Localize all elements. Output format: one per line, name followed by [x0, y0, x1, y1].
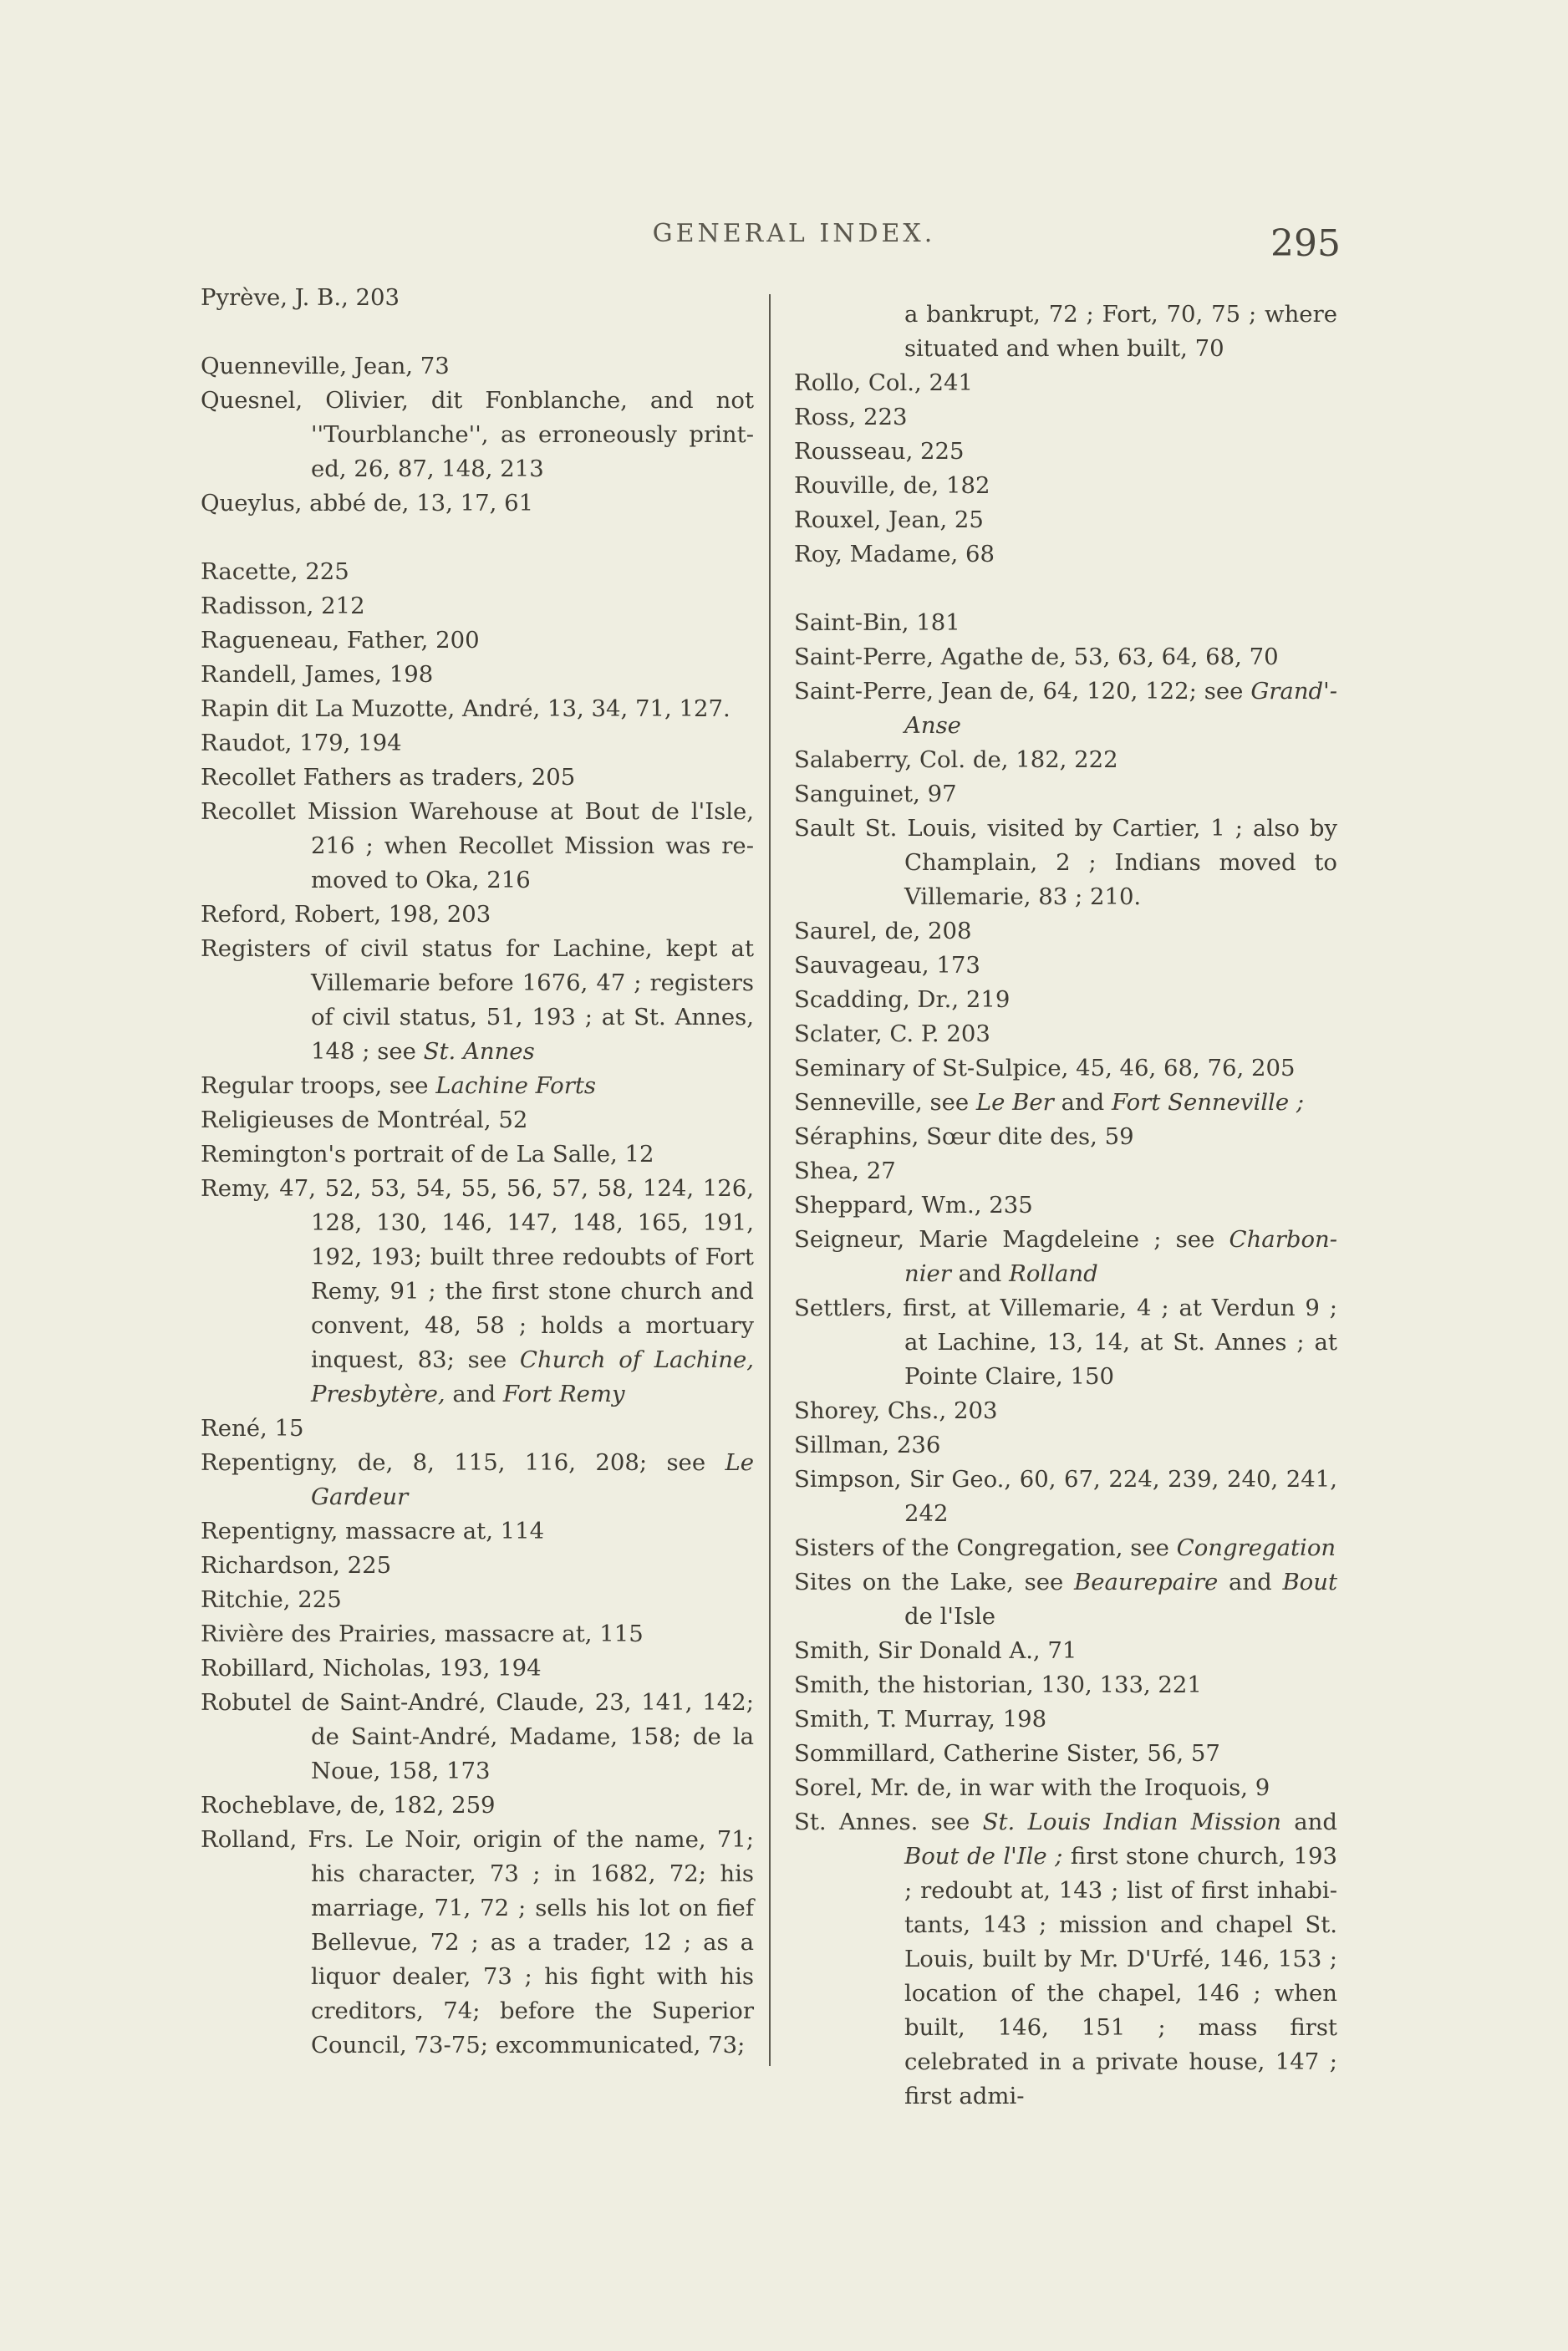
entry-text: Simpson, Sir Geo., 60, 67, 224, 239, 240, 241, 242: [794, 1466, 1337, 1527]
entry-text: Saint-Perre, Jean de, 64, 120, 122; see: [794, 678, 1244, 705]
entry-text: Sorel, Mr. de, in war with the Iroquois, 9: [794, 1774, 1270, 1801]
entry-text: Quesnel, Olivier, dit Fonblanche, and not ''Tourblanche'', as erroneously print- ed, 26, 87, 148, 213: [201, 387, 754, 482]
index-entry: [201, 281, 754, 315]
index-entry: [794, 1531, 1337, 1565]
index-entry: [794, 606, 1337, 640]
index-entry: [201, 384, 754, 486]
column-divider: [769, 294, 771, 2066]
index-entry: [201, 932, 754, 1069]
entry-text: Settlers, first, at Villemarie, 4 ; at Verdun 9 ; at Lachine, 13, 14, at St. Annes ; at Pointe Claire, 150: [794, 1295, 1337, 1390]
entry-text: St. Annes. see: [794, 1809, 970, 1835]
index-entry: [201, 1686, 754, 1789]
entry-text: Sanguinet, 97: [794, 781, 957, 807]
entry-text: first stone church, 193 ; redoubt at, 143 ; list of first inhabi- tants, 143 ; mission and chapel St. Louis, built by Mr. D'Urfé, 146, 153 ; location of the chapel, 146 ; when built, 146, 151 ; mass first celebrated in a private house, 147 ; first admi-: [904, 1843, 1337, 2109]
entry-text: Roy, Madame, 68: [794, 541, 995, 567]
index-entry: [794, 503, 1337, 537]
entry-text: Rolland, Frs. Le Noir, origin of the name, 71; his character, 73 ; in 1682, 72; his marriage, 71, 72 ; sells his lot on fief Bellevue, 72 ; as a trader, 12 ; as a liquor dealer, 73 ; his fight with his creditors, 74; before the Superior Council, 73-75; excommunicated, 73;: [201, 1826, 754, 2058]
index-entry: [201, 1446, 754, 1514]
entry-text: Rollo, Col., 241: [794, 369, 973, 396]
index-entry: [201, 555, 754, 589]
entry-text: Salaberry, Col. de, 182, 222: [794, 746, 1118, 773]
index-entry: [201, 1137, 754, 1172]
index-entry: [201, 1172, 754, 1412]
cross-reference: Church of Lachine, Presbytère,: [311, 1346, 754, 1407]
entry-text: Recollet Mission Warehouse at Bout de l'Isle, 216 ; when Recollet Mission was re- moved to Oka, 216: [201, 798, 754, 893]
cross-reference: Bout de l'Ile ;: [904, 1843, 1063, 1870]
index-entry: [794, 1805, 1337, 2114]
index-entry: [794, 366, 1337, 400]
entry-text: Reford, Robert, 198, 203: [201, 901, 491, 928]
entry-text: Rouxel, Jean, 25: [794, 506, 984, 533]
entry-text: Randell, James, 198: [201, 661, 434, 688]
entry-text: de l'Isle: [904, 1603, 996, 1630]
entry-text: Scadding, Dr., 219: [794, 986, 1011, 1013]
index-entry: [794, 1428, 1337, 1463]
entry-text: Senneville, see: [794, 1089, 970, 1116]
index-column-left: [201, 281, 754, 2063]
entry-text: Rouville, de, 182: [794, 472, 990, 499]
cross-reference: Lachine Forts: [435, 1072, 597, 1099]
entry-text: Remington's portrait of de La Salle, 12: [201, 1141, 654, 1168]
index-entry: [794, 1051, 1337, 1086]
entry-text: Radisson, 212: [201, 593, 365, 619]
entry-text: Quenneville, Jean, 73: [201, 353, 450, 379]
entry-text: Religieuses de Montréal, 52: [201, 1107, 528, 1133]
entry-text: Sommillard, Catherine Sister, 56, 57: [794, 1740, 1220, 1767]
entry-text: René, 15: [201, 1415, 304, 1442]
entry-text: Smith, T. Murray, 198: [794, 1706, 1047, 1733]
entry-text: Saurel, de, 208: [794, 918, 972, 944]
index-entry: [201, 898, 754, 932]
entry-text: Shorey, Chs., 203: [794, 1397, 998, 1424]
entry-text: Sault St. Louis, visited by Cartier, 1 ; also by Champlain, 2 ; Indians moved to Villemarie, 83 ; 210.: [794, 815, 1337, 910]
index-entry: [201, 761, 754, 795]
cross-reference: St. Louis Indian Mission: [982, 1809, 1281, 1835]
index-entry: [794, 1668, 1337, 1702]
index-entry: [794, 1634, 1337, 1668]
index-entry: [794, 812, 1337, 914]
entry-text: Sites on the Lake, see: [794, 1569, 1064, 1595]
cross-reference: St. Annes: [423, 1038, 535, 1065]
index-entry: [794, 1086, 1337, 1120]
running-header: GENERAL INDEX.: [652, 219, 936, 248]
entry-text: Sisters of the Congregation, see: [794, 1534, 1169, 1561]
index-entry: [201, 1412, 754, 1446]
cross-reference: Charbon- nier: [904, 1226, 1338, 1287]
index-entry: [201, 658, 754, 692]
entry-text: Rivière des Prairies, massacre at, 115: [201, 1621, 644, 1647]
entry-text: Rocheblave, de, 182, 259: [201, 1792, 496, 1819]
index-entry: [201, 1549, 754, 1583]
entry-text: Rapin dit La Muzotte, André, 13, 34, 71, 127.: [201, 695, 731, 722]
entry-text: Smith, Sir Donald A., 71: [794, 1637, 1077, 1664]
index-entry: [794, 1463, 1337, 1531]
index-entry: [201, 349, 754, 384]
index-entry: [794, 949, 1337, 983]
entry-text: Smith, the historian, 130, 133, 221: [794, 1672, 1202, 1698]
cross-reference: Congregation: [1176, 1534, 1336, 1561]
index-entry: [201, 1651, 754, 1686]
entry-text: Richardson, 225: [201, 1552, 392, 1579]
entry-text: Ritchie, 225: [201, 1586, 342, 1613]
entry-text: a bankrupt, 72 ; Fort, 70, 75 ; where situated and when built, 70: [904, 301, 1337, 362]
entry-text: Seigneur, Marie Magdeleine ; see: [794, 1226, 1215, 1253]
entry-text: Saint-Bin, 181: [794, 609, 960, 636]
index-entry: [794, 640, 1337, 674]
entry-text: Repentigny, massacre at, 114: [201, 1518, 545, 1544]
index-entry: [201, 1823, 754, 2063]
index-entry: [201, 486, 754, 521]
page-number: 295: [1270, 222, 1341, 265]
entry-text: Racette, 225: [201, 558, 349, 585]
index-entry: [794, 1223, 1337, 1291]
index-entry: [794, 1017, 1337, 1051]
section-gap: [794, 572, 1337, 606]
entry-text: Ragueneau, Father, 200: [201, 627, 480, 654]
index-entry: [201, 1103, 754, 1137]
cross-reference: Le Gardeur: [311, 1449, 754, 1510]
index-entry: [794, 1188, 1337, 1223]
index-entry: [201, 1069, 754, 1103]
index-entry: [201, 623, 754, 658]
index-entry: [794, 1737, 1337, 1771]
entry-text: Robutel de Saint-André, Claude, 23, 141, 142; de Saint-André, Madame, 158; de la Noue, 158, 173: [201, 1689, 754, 1784]
entry-text: Sclater, C. P. 203: [794, 1020, 990, 1047]
index-entry: [794, 1154, 1337, 1188]
index-entry: [201, 1789, 754, 1823]
cross-reference: Le Ber: [975, 1089, 1054, 1116]
entry-text: Sauvageau, 173: [794, 952, 980, 979]
cross-reference: Fort Remy: [502, 1381, 625, 1407]
index-column-right: [794, 298, 1337, 2114]
index-entry: [794, 1120, 1337, 1154]
index-entry: [794, 983, 1337, 1017]
index-entry: [201, 692, 754, 726]
entry-text: Pyrève, J. B., 203: [201, 284, 400, 311]
entry-text: Repentigny, de, 8, 115, 116, 208; see: [201, 1449, 706, 1476]
index-entry: [201, 1617, 754, 1651]
entry-text: Regular troops, see: [201, 1072, 429, 1099]
entry-text: Registers of civil status for Lachine, kept at Villemarie before 1676, 47 ; registers of civil status, 51, 193 ; at St. Annes, 148 ; see: [201, 935, 754, 1065]
index-entry: [201, 795, 754, 898]
index-entry: [794, 1291, 1337, 1394]
index-entry: [794, 1771, 1337, 1805]
cross-reference: Grand'- Anse: [904, 678, 1337, 739]
index-entry: [794, 674, 1337, 743]
entry-text: and: [445, 1381, 503, 1407]
index-entry: [794, 537, 1337, 572]
entry-text: Sheppard, Wm., 235: [794, 1192, 1033, 1219]
cross-reference: Fort Senneville ;: [1112, 1089, 1305, 1116]
entry-text: Raudot, 179, 194: [201, 730, 402, 756]
entry-text: Séraphins, Sœur dite des, 59: [794, 1123, 1134, 1150]
index-entry: [794, 1565, 1337, 1634]
entry-text: Recollet Fathers as traders, 205: [201, 764, 576, 791]
index-entry: [794, 1702, 1337, 1737]
index-entry: [794, 1394, 1337, 1428]
entry-text: Sillman, 236: [794, 1432, 941, 1458]
entry-text: and: [1280, 1809, 1337, 1835]
index-entry: [794, 777, 1337, 812]
entry-text: and: [1218, 1569, 1283, 1595]
entry-text: Saint-Perre, Agathe de, 53, 63, 64, 68, 70: [794, 644, 1279, 670]
index-entry: [201, 589, 754, 623]
entry-text: Shea, 27: [794, 1158, 896, 1184]
entry-text: Ross, 223: [794, 404, 908, 430]
entry-text: Robillard, Nicholas, 193, 194: [201, 1655, 542, 1682]
index-entry: [201, 1583, 754, 1617]
index-entry: [794, 743, 1337, 777]
index-entry: [794, 400, 1337, 435]
index-entry-continued: [794, 298, 1337, 366]
section-gap: [201, 315, 754, 349]
index-entry: [794, 914, 1337, 949]
entry-text: Seminary of St-Sulpice, 45, 46, 68, 76, 205: [794, 1055, 1296, 1081]
index-entry: [794, 469, 1337, 503]
cross-reference: Bout: [1282, 1569, 1337, 1595]
entry-text: and: [950, 1260, 1010, 1287]
entry-text: and: [1053, 1089, 1112, 1116]
entry-text: Rousseau, 225: [794, 438, 965, 465]
cross-reference: Rolland: [1009, 1260, 1098, 1287]
entry-text: Queylus, abbé de, 13, 17, 61: [201, 490, 534, 517]
index-entry: [794, 435, 1337, 469]
entry-text: Remy, 47, 52, 53, 54, 55, 56, 57, 58, 124, 126, 128, 130, 146, 147, 148, 165, 191, 192, 193; built three redoubts of Fort Remy, 91 ; the first stone church and convent, 48, 58 ; holds a mortuary inquest, 83; see: [201, 1175, 754, 1373]
section-gap: [201, 521, 754, 555]
cross-reference: Beaurepaire: [1074, 1569, 1219, 1595]
index-entry: [201, 1514, 754, 1549]
index-entry: [201, 726, 754, 761]
